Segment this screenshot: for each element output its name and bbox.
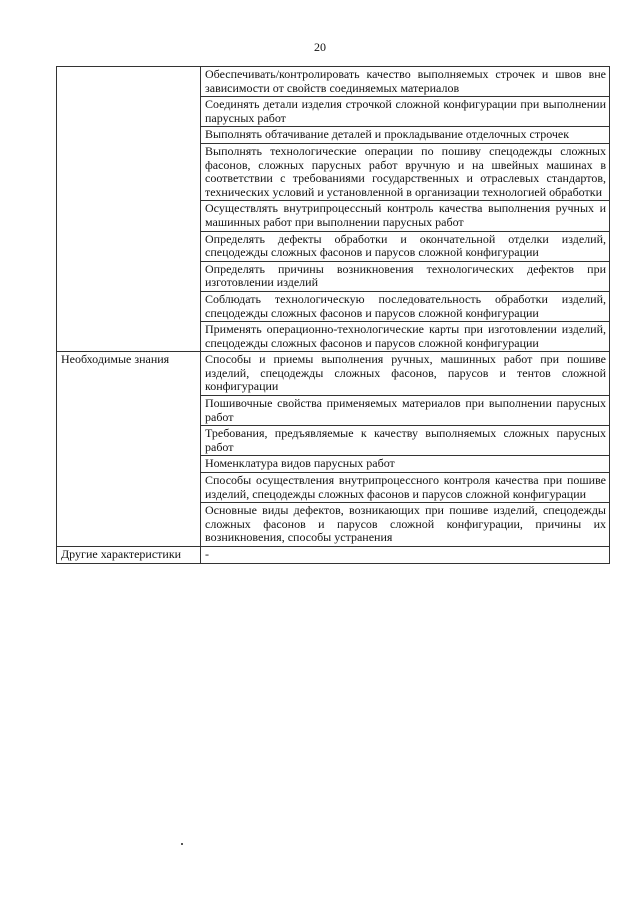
table-row <box>57 67 610 97</box>
section-item: Требования, предъявляемые к качеству выполняемых сложных парусных работ <box>201 426 610 456</box>
table-row <box>57 352 610 396</box>
section-item: - <box>201 547 610 564</box>
section-item: Номенклатура видов парусных работ <box>201 456 610 473</box>
section-item: Способы и приемы выполнения ручных, машинных работ при пошиве изделий, спецодежды сложных фасонов, парусов и тентов сложной конфигурации <box>201 352 610 396</box>
section-item: Способы осуществления внутрипроцессного контроля качества при пошиве изделий, спецодежды сложных фасонов и парусов сложной конфигурации <box>201 473 610 503</box>
section-item: Выполнять обтачивание деталей и прокладывание отделочных строчек <box>201 127 610 144</box>
standard-table <box>56 66 610 564</box>
section-item: Применять операционно-технологические карты при изготовлении изделий, спецодежды сложных фасонов и парусов сложной конфигурации <box>201 322 610 352</box>
section-item: Осуществлять внутрипроцессный контроль качества выполнения ручных и машинных работ при выполнении парусных работ <box>201 201 610 231</box>
section-item: Пошивочные свойства применяемых материалов при выполнении парусных работ <box>201 396 610 426</box>
section-label: Другие характеристики <box>57 547 201 564</box>
section-item: Соединять детали изделия строчкой сложной конфигурации при выполнении парусных работ <box>201 97 610 127</box>
section-item: Обеспечивать/контролировать качество выполняемых строчек и швов вне зависимости от свойств соединяемых материалов <box>201 67 610 97</box>
section-item: Основные виды дефектов, возникающих при пошиве изделий, спецодежды сложных фасонов и парусов сложной конфигурации, причины их возникновения, способы устранения <box>201 503 610 547</box>
page-number: 20 <box>314 40 326 54</box>
section-item: Определять причины возникновения технологических дефектов при изготовлении изделий <box>201 261 610 291</box>
section-item: Определять дефекты обработки и окончательной отделки изделий, спецодежды сложных фасонов и парусов сложной конфигурации <box>201 231 610 261</box>
section-item: Выполнять технологические операции по пошиву спецодежды сложных фасонов, сложных парусных работ вручную и на швейных машинах в соответствии с требованиями государственных и отраслевых стандартов, технических условий и установленной в организации технологией обработки <box>201 143 610 200</box>
scan-dot <box>181 843 183 845</box>
section-item: Соблюдать технологическую последовательность обработки изделий, спецодежды сложных фасонов и парусов сложной конфигурации <box>201 291 610 321</box>
section-label: Необходимые знания <box>57 352 201 547</box>
section-label <box>57 67 201 352</box>
table-body <box>57 67 610 564</box>
table-row <box>57 547 610 564</box>
